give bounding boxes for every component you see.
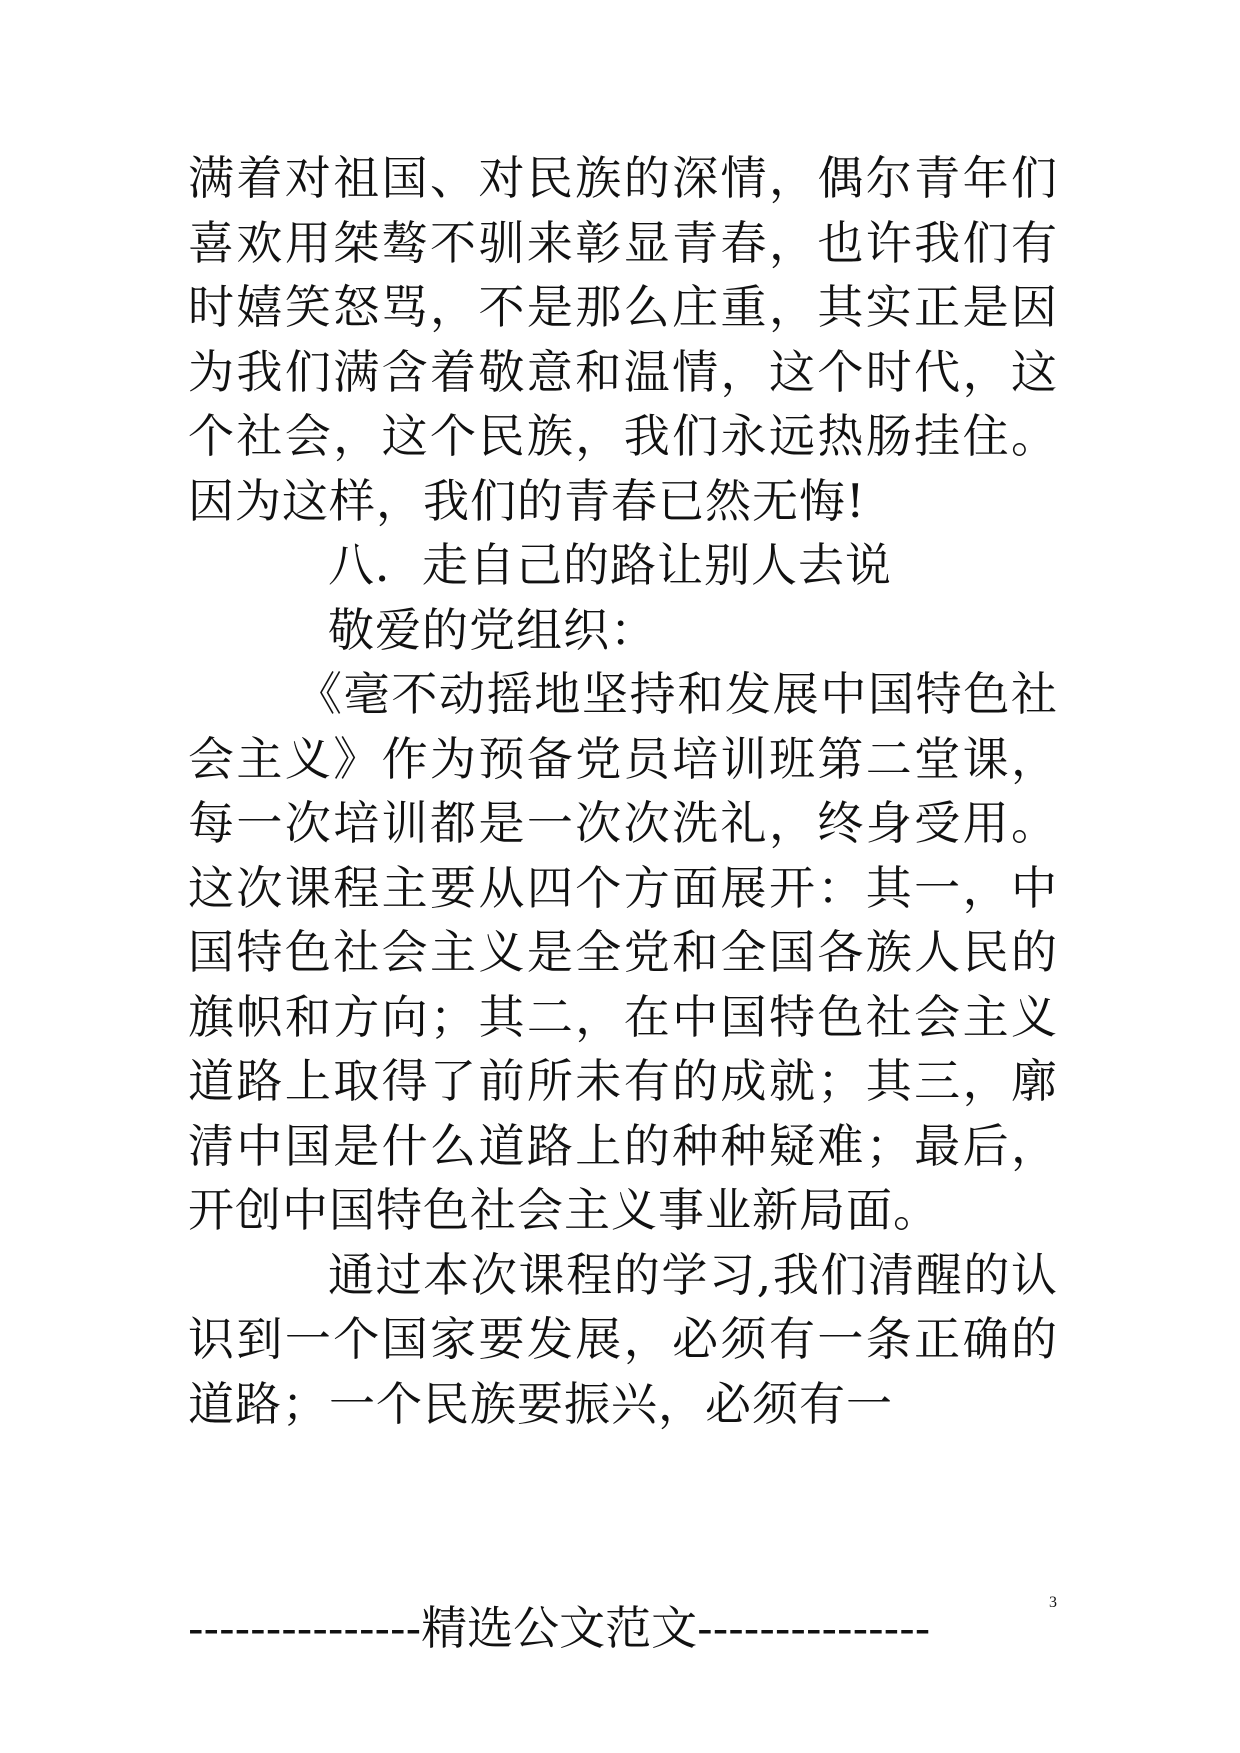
page-number: 3 bbox=[1049, 1594, 1057, 1611]
footer-banner: ---------------精选公文范文--------------- bbox=[188, 1601, 931, 1655]
body-text bbox=[188, 146, 1058, 1436]
paragraph-continuation: 满着对祖国、对民族的深情，偶尔青年们喜欢用桀骜不驯来彰显青春，也许我们有时嬉笑怒骂，不是那么庄重，其实正是因为我们满含着敬意和温情，这个时代，这个社会，这个民族，我们永远热肠挂住。因为这样，我们的青春已然无悔! bbox=[188, 151, 1058, 528]
salutation: 敬爱的党组织： bbox=[328, 602, 657, 657]
paragraph-reflection: 通过本次课程的学习,我们清醒的认识到一个国家要发展，必须有一条正确的道路；一个民族要振兴，必须有一 bbox=[188, 1247, 1058, 1431]
section-heading: 八．走自己的路让别人去说 bbox=[328, 538, 892, 592]
paragraph-course-summary: 《毫不动摇地坚持和发展中国特色社会主义》作为预备党员培训班第二堂课，每一次培训都是一次次洗礼，终身受用。这次课程主要从四个方面展开：其一，中国特色社会主义是全党和全国各族人民的旗帜和方向；其二，在中国特色社会主义道路上取得了前所未有的成就；其三，廓清中国是什么道路上的种种疑难；最后，开创中国特色社会主义事业新局面。 bbox=[188, 667, 1058, 1237]
